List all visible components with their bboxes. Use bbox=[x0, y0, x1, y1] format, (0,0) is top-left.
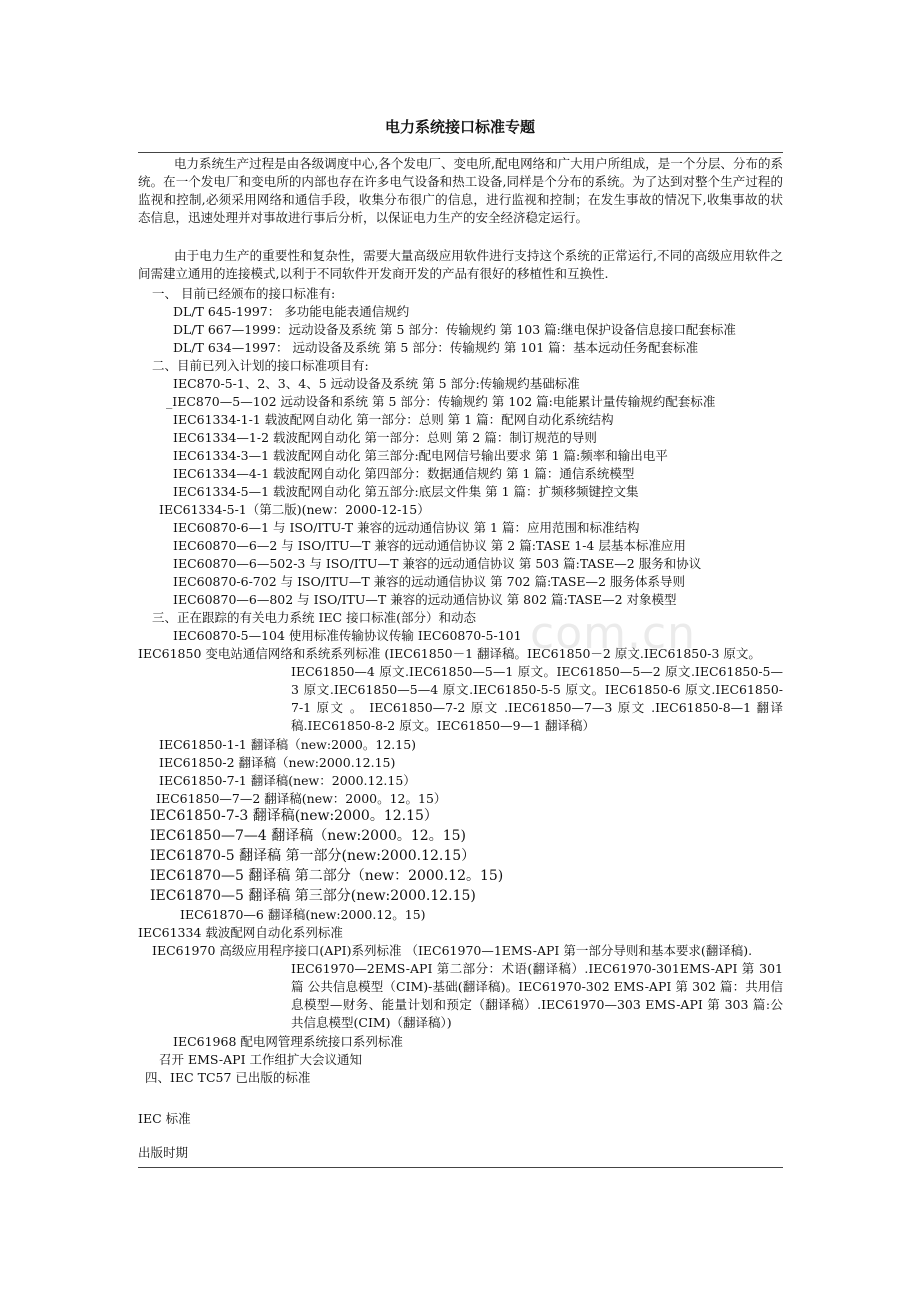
list-item: IEC61968 配电网管理系统接口系列标准 bbox=[173, 1034, 403, 1049]
list-item: IEC61334—4-1 载波配网自动化 第四部分：数据通信规约 第 1 篇：通信系统模型 bbox=[173, 466, 635, 481]
list-item: IEC61334 载波配网自动化系列标准 bbox=[138, 925, 343, 940]
section-heading-4: 四、IEC TC57 已出版的标准 bbox=[145, 1070, 311, 1085]
list-item: IEC61850-7-1 翻译稿(new：2000.12.15） bbox=[159, 773, 416, 788]
intro-paragraph-2: 由于电力生产的重要性和复杂性，需要大量高级应用软件进行支持这个系统的正常运行,不同的高级应用软件之间需建立通用的连接模式,以利于不同软件开发商开发的产品有很好的移植性和互换性. bbox=[138, 248, 783, 281]
list-item: IEC60870-6—1 与 ISO/ITU-T 兼容的远动通信协议 第 1 篇：应用范围和标准结构 bbox=[173, 520, 640, 535]
list-item: _IEC870—5—102 远动设备和系统 第 5 部分：传输规约 第 102 篇:电能累计量传输规约配套标准 bbox=[166, 394, 716, 409]
section-heading-1: 一、 目前已经颁布的接口标准有: bbox=[152, 286, 336, 301]
list-item: IEC61870—5 翻译稿 第三部分(new:2000.12.15) bbox=[150, 888, 476, 904]
list-item: IEC870-5-1、2、3、4、5 远动设备及系统 第 5 部分:传输规约基础标准 bbox=[173, 376, 580, 391]
list-item: IEC61970 高级应用程序接口(API)系列标准 （IEC61970—1EMS-API 第一部分导则和基本要求(翻译稿). bbox=[152, 943, 753, 958]
section-heading-3: 三、正在跟踪的有关电力系统 IEC 接口标准(部分）和动态 bbox=[152, 610, 476, 625]
list-item: IEC60870—6—802 与 ISO/ITU—T 兼容的远动通信协议 第 802 篇:TASE—2 对象模型 bbox=[173, 592, 677, 607]
list-item: DL/T 634—1997： 远动设备及系统 第 5 部分：传输规约 第 101 篇：基本远动任务配套标准 bbox=[173, 340, 699, 355]
list-item: IEC61334—1-2 载波配网自动化 第一部分：总则 第 2 篇：制订规范的导则 bbox=[173, 430, 597, 445]
table-header-standard: IEC 标准 bbox=[138, 1111, 191, 1126]
watermark-text: com.cn bbox=[530, 608, 697, 659]
list-item: IEC61334-5-1（第二版)(new：2000-12-15） bbox=[159, 502, 430, 517]
iec61850-block: IEC61850—4 原文.IEC61850—5—1 原文。IEC61850—5—2 原文.IEC61850-5—3 原文.IEC61850—5—4 原文.IEC61850-5-5 原文。IEC61850-6 原文.IEC61850-7-1 原文 。 IEC61850—7-2 原文 .IEC61850—7—3 原文 .IEC61850-8—1 翻译稿.IEC61850-8-2 原文。IEC61850—9—1 翻译稿） bbox=[291, 664, 783, 733]
list-item: IEC61850-2 翻译稿（new:2000.12.15) bbox=[159, 755, 396, 770]
list-item: IEC61850—7—4 翻译稿（new:2000。12。15) bbox=[150, 828, 466, 844]
iec61970-block: IEC61970—2EMS-API 第二部分：术语(翻译稿）.IEC61970-301EMS-API 第 301 篇 公共信息模型（CIM)-基础(翻译稿)。IEC61970-302 EMS-API 第 302 篇：共用信息模型—财务、能量计划和预定（翻译稿）.IEC61970—303 EMS-API 第 303 篇:公共信息模型(CIM)（翻译稿）) bbox=[291, 961, 783, 1030]
intro-paragraph-1: 电力系统生产过程是由各级调度中心,各个发电厂、变电所,配电网络和广大用户所组成，是一个分层、分布的系统。在一个发电厂和变电所的内部也存在许多电气设备和热工设备,同样是个分布的系统。为了达到对整个生产过程的监视和控制,必须采用网络和通信手段，收集分布很广的信息，进行监视和控制；在发生事故的情况下,收集事故的状态信息，迅速处理并对事故进行事后分析，以保证电力生产的安全经济稳定运行。 bbox=[138, 156, 783, 225]
list-item: IEC61850—7—2 翻译稿(new：2000。12。15） bbox=[156, 791, 447, 806]
list-item: IEC61334-3—1 载波配网自动化 第三部分:配电网信号输出要求 第 1 篇:频率和输出电平 bbox=[173, 448, 668, 463]
list-item: 召开 EMS-API 工作组扩大会议通知 bbox=[159, 1052, 362, 1067]
document-title: 电力系统接口标准专题 bbox=[384, 118, 535, 136]
list-item: IEC61870—6 翻译稿(new:2000.12。15) bbox=[180, 907, 426, 922]
list-item: IEC61850-7-3 翻译稿(new:2000。12.15） bbox=[150, 808, 438, 824]
list-item: DL/T 645-1997： 多功能电能表通信规约 bbox=[173, 304, 410, 319]
section-heading-2: 二、目前已列入计划的接口标准项目有: bbox=[152, 358, 369, 373]
top-divider bbox=[138, 152, 783, 153]
list-item: IEC61334-5—1 载波配网自动化 第五部分:底层文件集 第 1 篇：扩频移频键控文集 bbox=[173, 484, 639, 499]
list-item: IEC60870-6-702 与 ISO/ITU—T 兼容的远动通信协议 第 702 篇:TASE—2 服务体系导则 bbox=[173, 574, 685, 589]
list-item: IEC61850 变电站通信网络和系统系列标准 (IEC61850－1 翻译稿。IEC61850－2 原文.IEC61850-3 原文。 bbox=[138, 646, 761, 661]
list-item: IEC60870—6—502-3 与 ISO/ITU—T 兼容的远动通信协议 第 503 篇:TASE—2 服务和协议 bbox=[173, 556, 702, 571]
list-item: IEC61334-1-1 载波配网自动化 第一部分：总则 第 1 篇：配网自动化系统结构 bbox=[173, 412, 614, 427]
list-item: IEC61870-5 翻译稿 第一部分(new:2000.12.15） bbox=[150, 848, 476, 864]
list-item: IEC61870—5 翻译稿 第二部分（new：2000.12。15) bbox=[150, 868, 504, 884]
list-item: IEC61850-1-1 翻译稿（new:2000。12.15) bbox=[159, 737, 417, 752]
table-header-date: 出版时期 bbox=[138, 1145, 189, 1160]
list-item: IEC60870-5—104 使用标准传输协议传输 IEC60870-5-101 bbox=[173, 628, 522, 643]
list-item: IEC60870—6—2 与 ISO/ITU—T 兼容的远动通信协议 第 2 篇:TASE 1-4 层基本标准应用 bbox=[173, 538, 686, 553]
list-item: DL/T 667—1999：远动设备及系统 第 5 部分：传输规约 第 103 篇:继电保护设备信息接口配套标准 bbox=[173, 322, 736, 337]
bottom-divider bbox=[138, 1167, 783, 1168]
